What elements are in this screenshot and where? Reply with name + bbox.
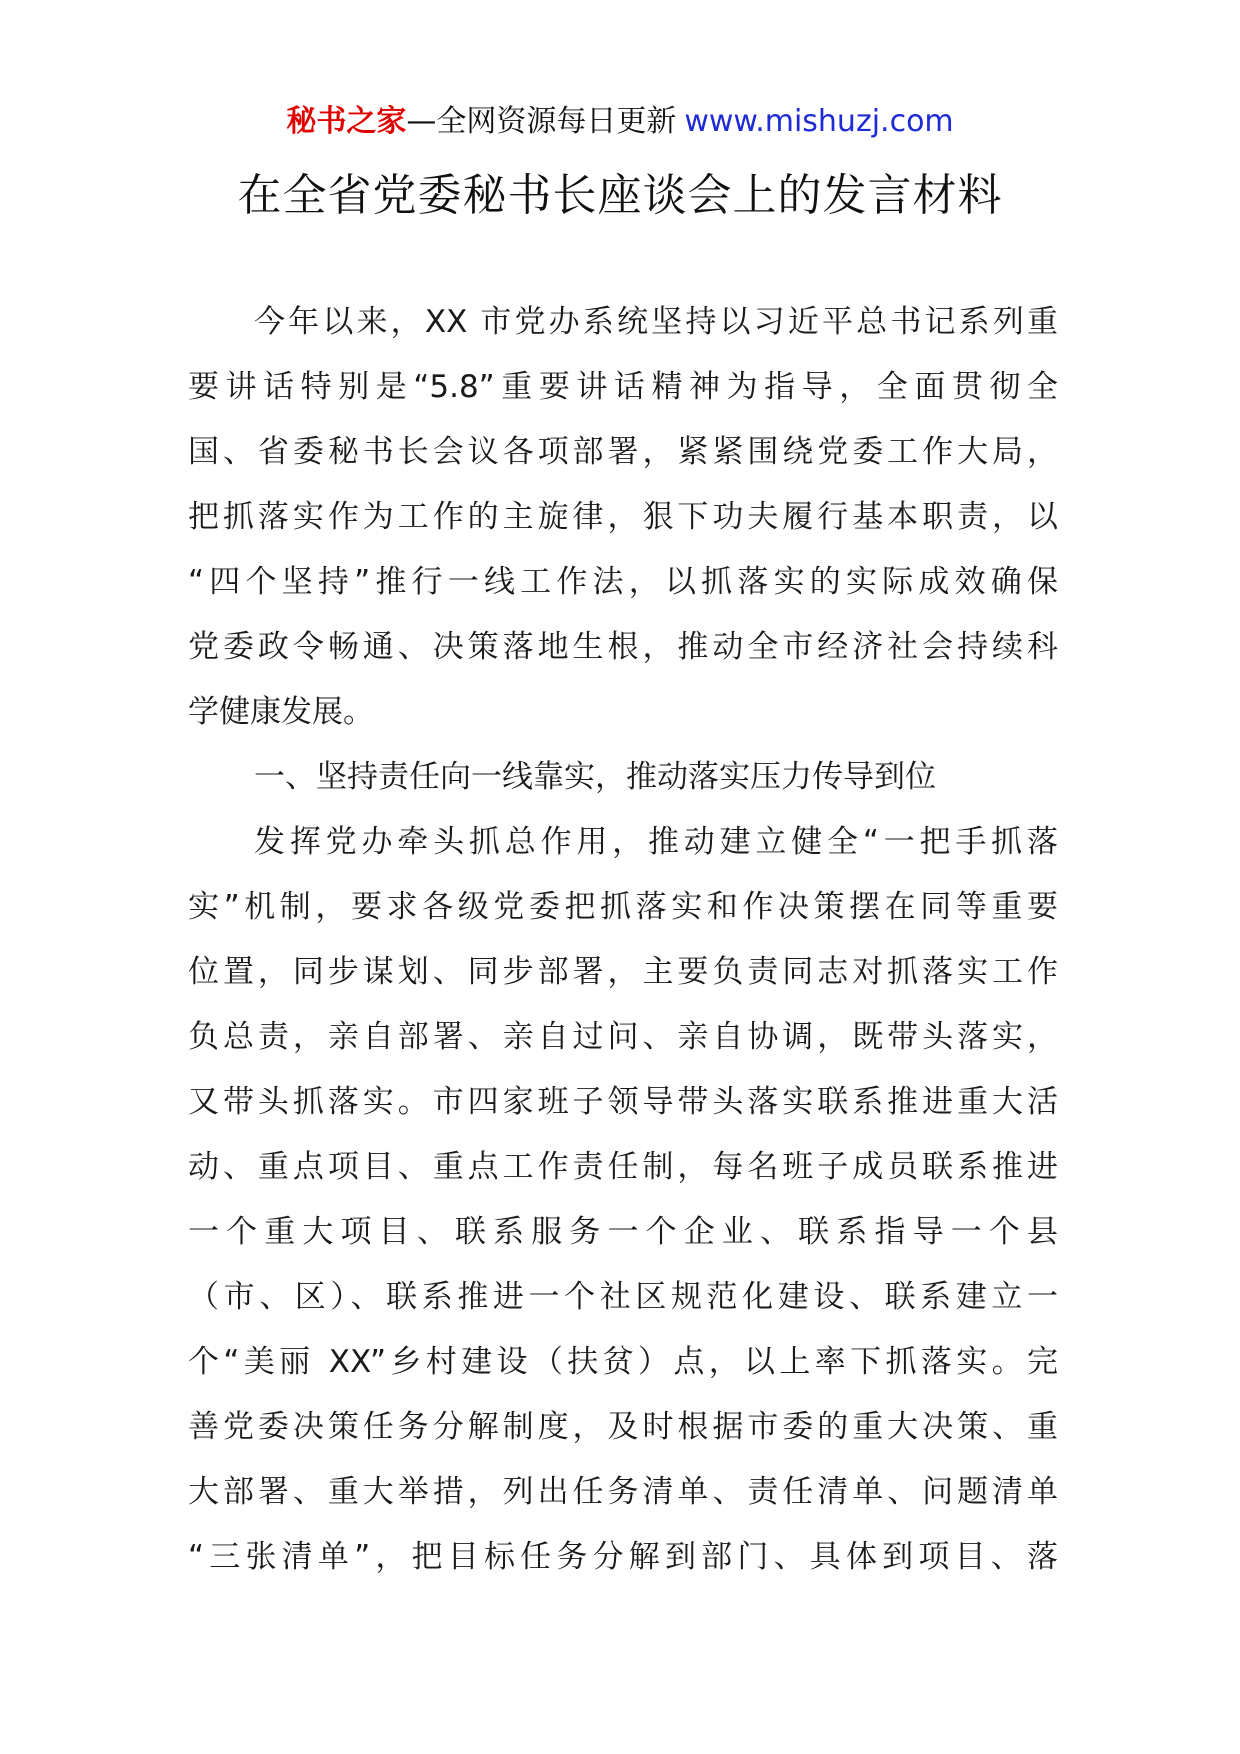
paragraph-line: 大部署、重大举措，列出任务清单、责任清单、问题清单 bbox=[188, 1474, 1058, 1510]
paragraph-line: 把抓落实作为工作的主旋律，狠下功夫履行基本职责，以 bbox=[188, 499, 1058, 535]
paragraph-line: 动、重点项目、重点工作责任制，每名班子成员联系推进 bbox=[188, 1149, 1058, 1185]
paragraph-line: 又带头抓落实。市四家班子领导带头落实联系推进重大活 bbox=[188, 1084, 1058, 1120]
document-body bbox=[188, 290, 1058, 1590]
header-tagline: —全网资源每日更新 bbox=[406, 104, 677, 139]
paragraph-line: “三张清单”，把目标任务分解到部门、具体到项目、落 bbox=[188, 1539, 1058, 1575]
paragraph-line: 党委政令畅通、决策落地生根，推动全市经济社会持续科 bbox=[188, 629, 1058, 665]
paragraph-line: 今年以来，XX 市党办系统坚持以习近平总书记系列重 bbox=[254, 304, 1058, 340]
paragraph-line: 学健康发展。 bbox=[188, 694, 374, 730]
paragraph-line: 实”机制，要求各级党委把抓落实和作决策摆在同等重要 bbox=[188, 889, 1058, 925]
paragraph-line: 位置，同步谋划、同步部署，主要负责同志对抓落实工作 bbox=[188, 954, 1058, 990]
site-header bbox=[0, 102, 1240, 142]
document-title: 在全省党委秘书长座谈会上的发言材料 bbox=[237, 170, 1003, 221]
paragraph-line: 一个重大项目、联系服务一个企业、联系指导一个县 bbox=[188, 1214, 1058, 1250]
brand-name: 秘书之家 bbox=[286, 104, 407, 139]
paragraph-line: 负总责，亲自部署、亲自过问、亲自协调，既带头落实， bbox=[188, 1019, 1058, 1055]
paragraph-line: 个“美丽 XX”乡村建设（扶贫）点，以上率下抓落实。完 bbox=[188, 1344, 1058, 1380]
paragraph-line: 善党委决策任务分解制度，及时根据市委的重大决策、重 bbox=[188, 1409, 1058, 1445]
paragraph-line: （市、区）、联系推进一个社区规范化建设、联系建立一 bbox=[188, 1279, 1058, 1315]
paragraph-line: 国、省委秘书长会议各项部署，紧紧围绕党委工作大局， bbox=[188, 434, 1058, 470]
paragraph-line: “四个坚持”推行一线工作法，以抓落实的实际成效确保 bbox=[188, 564, 1058, 600]
paragraph-line: 要讲话特别是“5.8”重要讲话精神为指导，全面贯彻全 bbox=[188, 369, 1058, 405]
section-heading: 一、坚持责任向一线靠实，推动落实压力传导到位 bbox=[254, 759, 936, 795]
paragraph-line: 发挥党办牵头抓总作用，推动建立健全“一把手抓落 bbox=[254, 824, 1058, 860]
site-url-link[interactable]: www.mishuzj.com bbox=[684, 104, 954, 139]
